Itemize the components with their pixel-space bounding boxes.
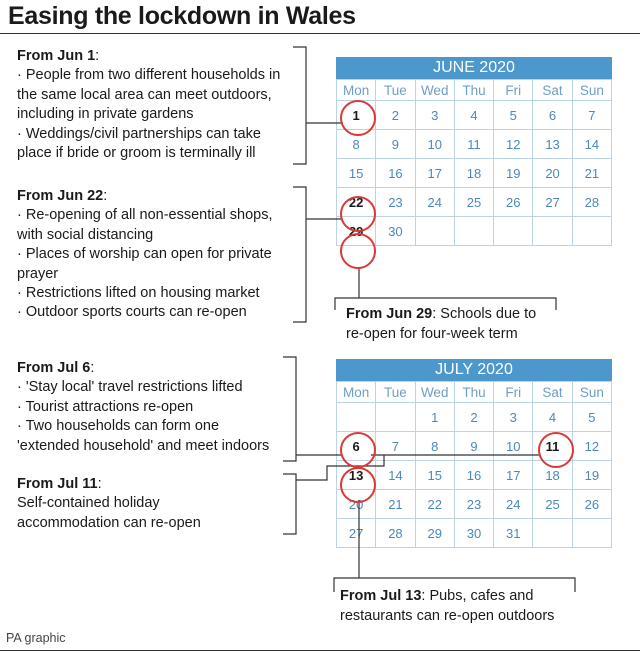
calendar-day: 17 [415,159,454,188]
calendar-day: 20 [533,159,572,188]
calendar-day: 11 [454,130,493,159]
calendar-day: 30 [454,519,493,548]
calendar-day: 9 [376,130,415,159]
event-heading: From Jul 13 [340,588,422,604]
calendar-day: 6 [337,432,376,461]
credit: PA graphic [6,631,66,645]
event-line: 'extended household' and meet indoors [17,437,270,454]
calendar-day: 15 [337,159,376,188]
event-line: · Two households can form one [17,418,220,435]
calendar-month-title: JUNE 2020 [336,57,612,79]
weekday-header: Fri [494,382,533,403]
event-line: · Restrictions lifted on housing market [17,285,260,302]
calendar-day: 23 [376,188,415,217]
event-line: · Outdoor sports courts can re-open [17,304,247,321]
event-jul11: From Jul 11: Self-contained holiday accommodation can re-open [17,475,201,533]
weekday-header: Mon [337,80,376,101]
highlight-circle-jun29 [341,234,375,268]
calendar-day: 24 [494,490,533,519]
event-heading: From Jun 29 [346,306,433,322]
event-heading: From Jul 11 [17,476,98,492]
event-line: restaurants can re-open outdoors [340,608,555,624]
calendar-day: 10 [415,130,454,159]
calendar-day: 15 [415,461,454,490]
weekday-header: Tue [376,80,415,101]
calendar-day: 2 [376,101,415,130]
calendar-day: 28 [572,188,611,217]
event-line: · People from two different households in [17,67,281,84]
calendar-day: 22 [337,188,376,217]
bracket-jun22 [293,187,306,322]
calendar-day: 27 [337,519,376,548]
calendar-day: 21 [376,490,415,519]
event-heading: From Jun 22 [17,188,104,204]
event-jul6: From Jul 6: · 'Stay local' travel restrictions lifted · Tourist attractions re-open · Two households can form one 'extended household' and meet indoors [17,359,269,456]
calendar-day: 12 [494,130,533,159]
event-line: the same local area can meet outdoors, [17,86,272,103]
calendar-day: 31 [494,519,533,548]
event-line: prayer [17,265,59,282]
calendar-day: 1 [337,101,376,130]
calendar-day: 17 [494,461,533,490]
calendar-day: 22 [415,490,454,519]
weekday-header: Wed [415,382,454,403]
calendar-day: 25 [533,490,572,519]
weekday-header: Thu [454,382,493,403]
weekday-header: Sat [533,382,572,403]
calendar-day: 29 [415,519,454,548]
calendar-day: 5 [494,101,533,130]
event-line: accommodation can re-open [17,514,201,531]
event-line: · Weddings/civil partnerships can take [17,125,261,142]
calendar-day: 21 [572,159,611,188]
event-line: : Schools due to [432,306,537,322]
event-line: · Re-opening of all non-essential shops, [17,207,273,224]
calendar-day: 25 [454,188,493,217]
calendar-day: 14 [572,130,611,159]
calendar-day: 19 [572,461,611,490]
calendar-day: 1 [415,403,454,432]
calendar-day: 13 [533,130,572,159]
calendar-day: 26 [494,188,533,217]
calendar-day: 3 [415,101,454,130]
calendar-day: 28 [376,519,415,548]
event-line: Self-contained holiday [17,495,160,512]
event-line: place if bride or groom is terminally ill [17,145,256,162]
calendar-day: 11 [533,432,572,461]
event-line: · Places of worship can open for private [17,246,272,263]
weekday-header: Fri [494,80,533,101]
highlight-circle-jun22 [341,197,375,231]
event-line: : Pubs, cafes and [421,588,534,604]
calendar-day: 2 [454,403,493,432]
bracket-jul11 [283,474,296,534]
calendar-day: 29 [337,217,376,246]
calendar-month-title: JULY 2020 [336,359,612,381]
calendar-day: 24 [415,188,454,217]
calendar-day: 10 [494,432,533,461]
weekday-header: Tue [376,382,415,403]
bracket-jul6 [283,357,296,461]
highlight-circle-jun1 [341,101,375,135]
event-line: including in private gardens [17,106,194,123]
calendar-day: 12 [572,432,611,461]
calendar-day: 8 [415,432,454,461]
highlight-circle-jul13 [341,468,375,502]
calendar-day: 16 [454,461,493,490]
weekday-header: Wed [415,80,454,101]
calendar-day: 30 [376,217,415,246]
calendar-day: 8 [337,130,376,159]
bracket-jul13 [334,500,575,592]
bracket-jun1 [293,47,306,164]
event-line: with social distancing [17,226,154,243]
event-heading: From Jul 6 [17,360,91,376]
highlight-circle-jul6 [341,433,375,467]
calendar-day: 9 [454,432,493,461]
calendar-day: 27 [533,188,572,217]
page-title: Easing the lockdown in Wales [8,2,356,30]
bottom-divider [0,650,640,651]
weekday-header: Mon [337,382,376,403]
event-line: · Tourist attractions re-open [17,398,194,415]
calendar-day: 23 [454,490,493,519]
weekday-header: Sat [533,80,572,101]
calendar-day: 4 [454,101,493,130]
calendar-day: 20 [337,490,376,519]
calendar-day: 19 [494,159,533,188]
calendar-day: 16 [376,159,415,188]
bracket-jun29 [335,267,556,310]
event-line: re-open for four-week term [346,326,518,342]
weekday-header: Sun [572,80,611,101]
calendar-day: 14 [376,461,415,490]
calendar-day: 5 [572,403,611,432]
calendar-day: 4 [533,403,572,432]
calendar-day: 7 [572,101,611,130]
calendar-day: 3 [494,403,533,432]
calendar-day: 18 [454,159,493,188]
event-jun22: From Jun 22: · Re-opening of all non-essential shops, with social distancing · Places of worship can open for private prayer · Restrictions lifted on housing market · Outdoor sports courts can re-open [17,187,273,323]
event-jun1: From Jun 1: · People from two different households in the same local area can meet outdoors, including in private gardens · Weddings/civil partnerships can take place if bride or groom is terminally ill [17,47,280,163]
calendar-day: 13 [337,461,376,490]
event-line: · 'Stay local' travel restrictions lifted [17,379,243,396]
connector-jul11 [296,455,384,480]
event-heading: From Jun 1 [17,48,96,64]
weekday-header: Sun [572,382,611,403]
highlight-circle-jul11 [539,433,573,467]
calendar-day: 26 [572,490,611,519]
calendar-day: 6 [533,101,572,130]
calendar-day: 18 [533,461,572,490]
calendar-day: 7 [376,432,415,461]
weekday-header: Thu [454,80,493,101]
